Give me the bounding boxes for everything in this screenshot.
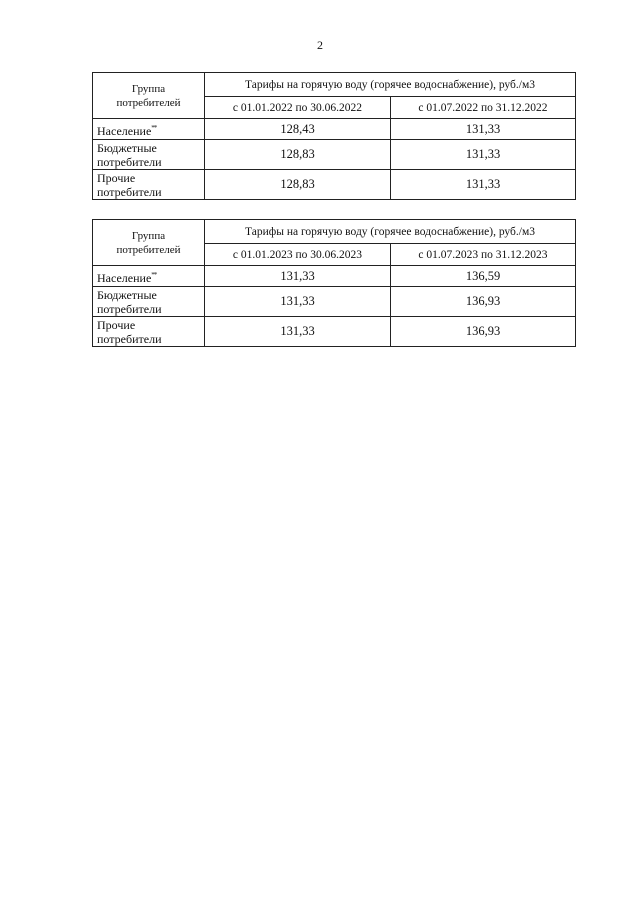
tariff-value: 131,33	[391, 170, 576, 200]
table-row	[93, 170, 576, 200]
tariff-value: 131,33	[205, 317, 391, 347]
tariff-value: 131,33	[205, 266, 391, 287]
tariff-title: Тарифы на горячую воду (горячее водоснабжение), руб./м3	[205, 220, 576, 244]
group-name: Прочие потребители	[93, 170, 205, 200]
tariff-value: 128,83	[205, 170, 391, 200]
tariff-value: 136,93	[391, 317, 576, 347]
group-name: Население**	[93, 266, 205, 287]
table-row	[93, 140, 576, 170]
group-name: Прочие потребители	[93, 317, 205, 347]
tariff-value: 136,59	[391, 266, 576, 287]
period-second-half: с 01.07.2023 по 31.12.2023	[391, 244, 576, 266]
group-header-line1: Группа	[131, 229, 166, 242]
group-header	[93, 220, 205, 266]
footnote-mark: **	[151, 270, 157, 279]
tariff-table-2022	[92, 72, 576, 200]
group-header-line1: Группа	[131, 82, 166, 95]
group-name: Бюджетные потребители	[93, 140, 205, 170]
tariff-value: 131,33	[391, 119, 576, 140]
table-row	[93, 317, 576, 347]
period-first-half: с 01.01.2023 по 30.06.2023	[205, 244, 391, 266]
tariff-value: 131,33	[391, 140, 576, 170]
tariff-value: 128,83	[205, 140, 391, 170]
group-header-line2: потребителей	[116, 243, 181, 256]
page-number: 2	[317, 38, 323, 52]
table-row	[93, 287, 576, 317]
group-header-line2: потребителей	[116, 96, 181, 109]
footnote-mark: **	[151, 123, 157, 132]
tariff-value: 128,43	[205, 119, 391, 140]
tariff-title: Тарифы на горячую воду (горячее водоснабжение), руб./м3	[205, 73, 576, 97]
table-row	[93, 266, 576, 287]
group-name: Бюджетные потребители	[93, 287, 205, 317]
tariff-value: 136,93	[391, 287, 576, 317]
tariff-table-2023	[92, 219, 576, 347]
table-row	[93, 119, 576, 140]
tariff-value: 131,33	[205, 287, 391, 317]
period-second-half: с 01.07.2022 по 31.12.2022	[391, 97, 576, 119]
period-first-half: с 01.01.2022 по 30.06.2022	[205, 97, 391, 119]
group-name: Население**	[93, 119, 205, 140]
group-header	[93, 73, 205, 119]
